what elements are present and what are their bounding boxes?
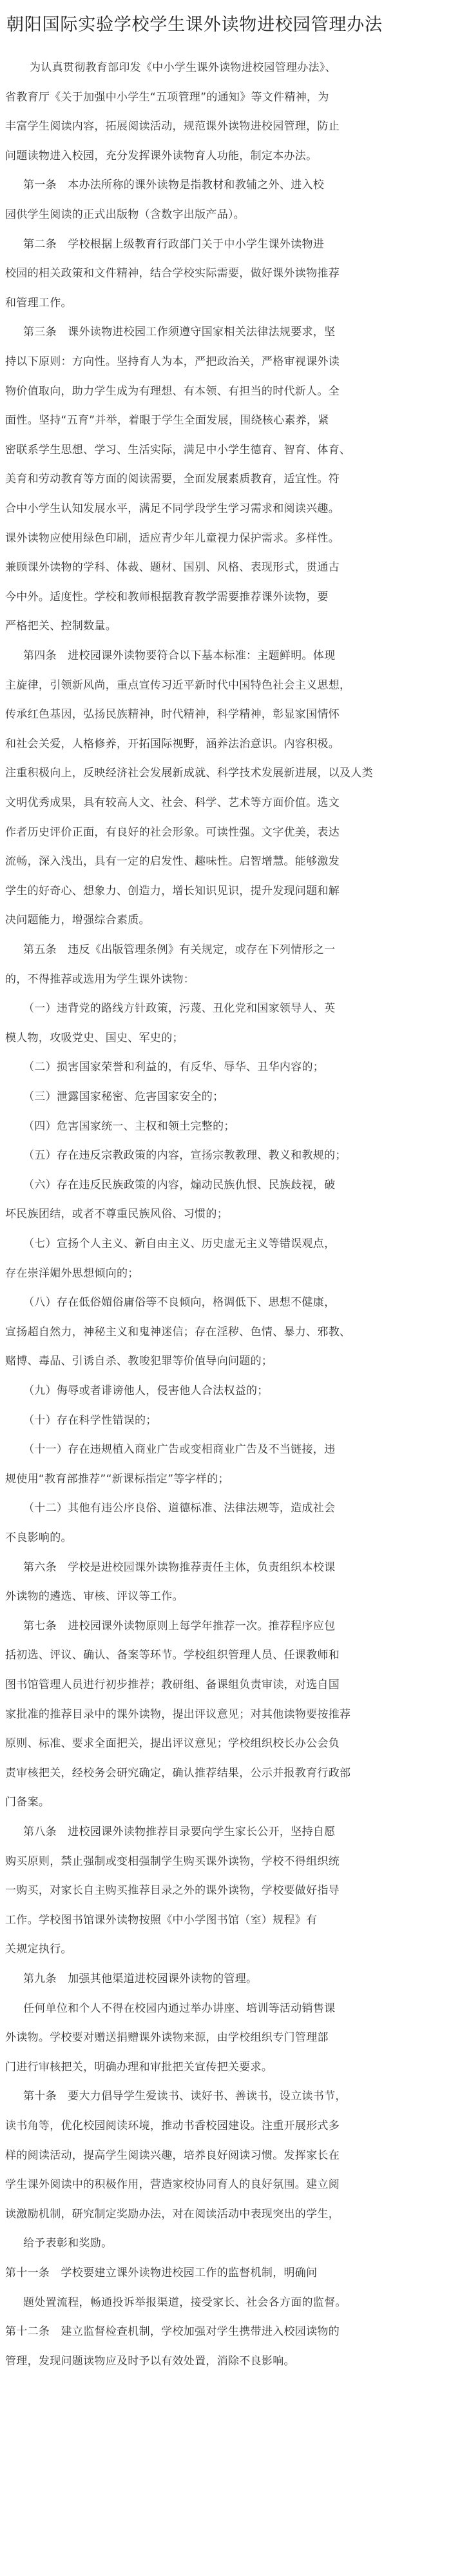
paragraph-first-line: （二）损害国家荣誉和利益的，有反华、辱华、丑华内容的；: [23, 1061, 325, 1074]
paragraph-first-line: 题处置流程，畅通投诉举报渠道，接受家长、社会各方面的监督。: [23, 2296, 347, 2309]
paragraph-line: 原则、标准、要求全面把关，提出评议意见；学校组织校长办公会负: [5, 1737, 340, 1751]
paragraph-line: 规使用“教育部推荐”“新课标指定”等字样的；: [5, 1472, 229, 1486]
paragraph-line: 购买原则，禁止强制或变相强制学生购买课外读物，学校不得组织统: [5, 1854, 340, 1868]
paragraph-line: 读激励机制，研究制定奖励办法，对在阅读活动中表现突出的学生，: [5, 2207, 340, 2221]
paragraph-first-line: 第十条 要大力倡导学生爱读书、读好书、善读书，设立读书节，: [23, 2090, 347, 2103]
paragraph-first-line: 第六条 学校是进校园课外读物推荐责任主体，负责组织本校课: [23, 1560, 336, 1574]
paragraph-line: 样的阅读活动，提高学生阅读兴趣，培养良好阅读习惯。发挥家长在: [5, 2148, 340, 2162]
paragraph-first-line: 第九条 加强其他渠道进校园课外读物的管理。: [23, 1972, 258, 1985]
paragraph-line: 决问题能力，增强综合素质。: [5, 914, 150, 927]
paragraph-line: 读书角等，优化校园阅读环境，推动书香校园建设。注重开展形式多: [5, 2119, 340, 2132]
paragraph-first-line: （三）泄露国家秘密、危害国家安全的；: [23, 1090, 224, 1103]
paragraph-first-line: 第二条 学校根据上级教育行政部门关于中小学生课外读物进: [23, 237, 325, 251]
paragraph-first-line: 为认真贯彻教育部印发《中小学生课外读物进校园管理办法》、: [30, 61, 336, 74]
paragraph-line: 问题读物进入校园，充分发挥课外读物育人功能，制定本办法。: [5, 149, 318, 162]
paragraph-line: 外读物的遴选、审核、评议等工作。: [5, 1590, 184, 1604]
paragraph-line: 赌博、毒品、引诱自杀、教唆犯罪等价值导向问题的；: [5, 1355, 273, 1368]
paragraph-line: 注重积极向上，反映经济社会发展新成就、科学技术发展新进展，以及人类: [5, 767, 373, 780]
paragraph-first-line: 给予表彰和奖励。: [23, 2237, 113, 2250]
paragraph-line: 文明优秀成果，具有较高人文、社会、科学、艺术等方面价值。选文: [5, 796, 340, 809]
paragraph-line: 外读物。学校要对赠送捐赠课外读物来源，由学校组织专门管理部: [5, 2031, 329, 2045]
paragraph-line: 责审核把关，经校务会研究确定，确认推荐结果，公示并报教育行政部: [5, 1766, 351, 1780]
paragraph-line: 的，不得推荐或选用为学生课外读物：: [5, 972, 195, 986]
paragraph-line: 第十一条 学校要建立课外读物进校园工作的监督机制，明确问: [5, 2266, 318, 2279]
paragraph-line: 宣扬超自然力，神秘主义和鬼神迷信；存在淫秽、色情、暴力、邪教、: [5, 1325, 351, 1339]
paragraph-line: 管理，发现问题读物应及时予以有效处置，消除不良影响。: [5, 2354, 295, 2368]
document-title: 朝阳国际实验学校学生课外读物进校园管理办法: [6, 15, 383, 35]
paragraph-first-line: （八）存在低俗媚俗庸俗等不良倾向，格调低下、思想不健康，: [23, 1296, 336, 1310]
paragraph-first-line: 第一条 本办法所称的课外读物是指教材和教辅之外、进入校: [23, 179, 325, 192]
paragraph-line: 今中外。适度性。学校和教师根据教育教学需要推荐课外读物，要: [5, 590, 329, 604]
paragraph-first-line: （一）违背党的路线方针政策，污蔑、丑化党和国家领导人、英: [23, 1002, 336, 1016]
paragraph-line: 学生的好奇心、想象力、创造力，增长知识见识，提升发现问题和解: [5, 884, 340, 898]
paragraph-line: 物价值取向，助力学生成为有理想、有本领、有担当的时代新人。全: [5, 384, 340, 398]
paragraph-line: 关规定执行。: [5, 1943, 72, 1956]
paragraph-first-line: （七）宣扬个人主义、新自由主义、历史虚无主义等错误观点，: [23, 1237, 336, 1250]
paragraph-line: 流畅，深入浅出，具有一定的启发性、趣味性。启智增慧。能够激发: [5, 855, 340, 869]
paragraph-first-line: （六）存在违反民族政策的内容，煽动民族仇恨、民族歧视，破: [23, 1178, 336, 1192]
paragraph-line: 家批准的推荐目录中的课外读物，提出评议意见；对其他读物要按推荐: [5, 1707, 351, 1721]
paragraph-line: 工作。学校图书馆课外读物按照《中小学图书馆（室）规程》有: [5, 1913, 318, 1927]
paragraph-line: 作者历史评价正面，有良好的社会形象。可读性强。文字优美，表达: [5, 825, 340, 839]
paragraph-first-line: 第八条 进校园课外读物推荐目录要向学生家长公开，坚持自愿: [23, 1825, 336, 1838]
paragraph-first-line: 第四条 进校园课外读物要符合以下基本标准：主题鲜明。体现: [23, 649, 336, 662]
paragraph-line: 课外读物应使用绿色印刷，适应青少年儿童视力保护需求。多样性。: [5, 531, 340, 545]
paragraph-line: 省教育厅《关于加强中小学生“五项管理”的通知》等文件精神，为: [5, 90, 329, 104]
paragraph-line: 模人物，攻吸党史、国史、军史的；: [5, 1031, 184, 1045]
paragraph-line: 兼顾课外读物的学科、体裁、题材、国别、风格、表现形式，贯通古: [5, 561, 340, 575]
paragraph-line: 合中小学生认知发展水平，满足不同学段学生学习需求和阅读兴趣。: [5, 502, 340, 515]
paragraph-first-line: （十）存在科学性错误的；: [23, 1413, 157, 1427]
paragraph-line: 坏民族团结，或者不尊重民族风俗、习惯的；: [5, 1208, 228, 1221]
paragraph-line: 园供学生阅读的正式出版物（含数字出版产品）。: [5, 208, 245, 221]
paragraph-line: 持以下原则：方向性。坚持育人为本，严把政治关，严格审视课外读: [5, 355, 340, 368]
paragraph-first-line: 第七条 进校园课外读物原则上每学年推荐一次。推荐程序应包: [23, 1619, 336, 1633]
paragraph-line: 和社会关爱，人格修养，开拓国际视野，涵养法治意识。内容积极。: [5, 737, 340, 751]
paragraph-line: 门备案。: [5, 1796, 50, 1809]
paragraph-line: 面性。坚持“五育”并举，着眼于学生全面发展，围绕核心素养，紧: [5, 414, 329, 428]
paragraph-first-line: （四）危害国家统一、主权和领土完整的；: [23, 1119, 235, 1133]
paragraph-line: 传承红色基因，弘扬民族精神，时代精神，科学精神，彰显家国情怀: [5, 708, 340, 722]
paragraph-first-line: 任何单位和个人不得在校园内通过举办讲座、培训等活动销售课: [23, 2001, 336, 2015]
paragraph-line: 图书馆管理人员进行初步推荐；教研组、备课组负责审读，对选自国: [5, 1678, 340, 1691]
paragraph-line: 学生课外阅读中的积极作用，营造家校协同育人的良好氛围。建立阅: [5, 2178, 340, 2192]
paragraph-line: 严格把关、控制数量。: [5, 620, 117, 633]
paragraph-first-line: 第三条 课外读物进校园工作须遵守国家相关法律法规要求，坚: [23, 326, 336, 339]
paragraph-line: 校园的相关政策和文件精神，结合学校实际需要，做好课外读物推荐: [5, 267, 340, 280]
paragraph-first-line: （十二）其他有违公序良俗、道德标准、法律法规等，造成社会: [23, 1502, 336, 1515]
paragraph-line: 括初选、评议、确认、备案等环节。学校组织管理人员、任课教师和: [5, 1649, 340, 1662]
paragraph-line: 美育和劳动教育等方面的阅读需要，全面发展素质教育，适宜性。符: [5, 473, 340, 486]
paragraph-line: 密联系学生思想、学习、生活实际，满足中小学生德育、智育、体育、: [5, 443, 351, 457]
paragraph-first-line: （九）侮辱或者诽谤他人，侵害他人合法权益的；: [23, 1384, 269, 1397]
paragraph-line: 和管理工作。: [5, 296, 72, 310]
paragraph-line: 丰富学生阅读内容，拓展阅读活动，规范课外读物进校园管理，防止: [5, 120, 340, 133]
paragraph-first-line: （十一）存在违规植入商业广告或变相商业广告及不当链接，违: [23, 1443, 336, 1457]
paragraph-line: 不良影响的。: [5, 1531, 72, 1544]
paragraph-line: 主旋律，引领新风尚，重点宣传习近平新时代中国特色社会主义思想，: [5, 678, 351, 692]
paragraph-line: 第十二条 建立监督检查机制，学校加强对学生携带进入校园读物的: [5, 2325, 340, 2339]
paragraph-first-line: （五）存在违反宗教政策的内容，宣扬宗教教理、教义和教规的；: [23, 1149, 347, 1163]
paragraph-first-line: 第五条 违反《出版管理条例》有关规定，或存在下列情形之一: [23, 943, 336, 956]
paragraph-line: 存在崇洋媚外思想倾向的；: [5, 1266, 139, 1280]
paragraph-line: 一购买，对家长自主购买推荐目录之外的课外读物，学校要做好指导: [5, 1884, 340, 1898]
paragraph-line: 门进行审核把关，明确办理和审批把关宣传把关要求。: [5, 2060, 273, 2074]
